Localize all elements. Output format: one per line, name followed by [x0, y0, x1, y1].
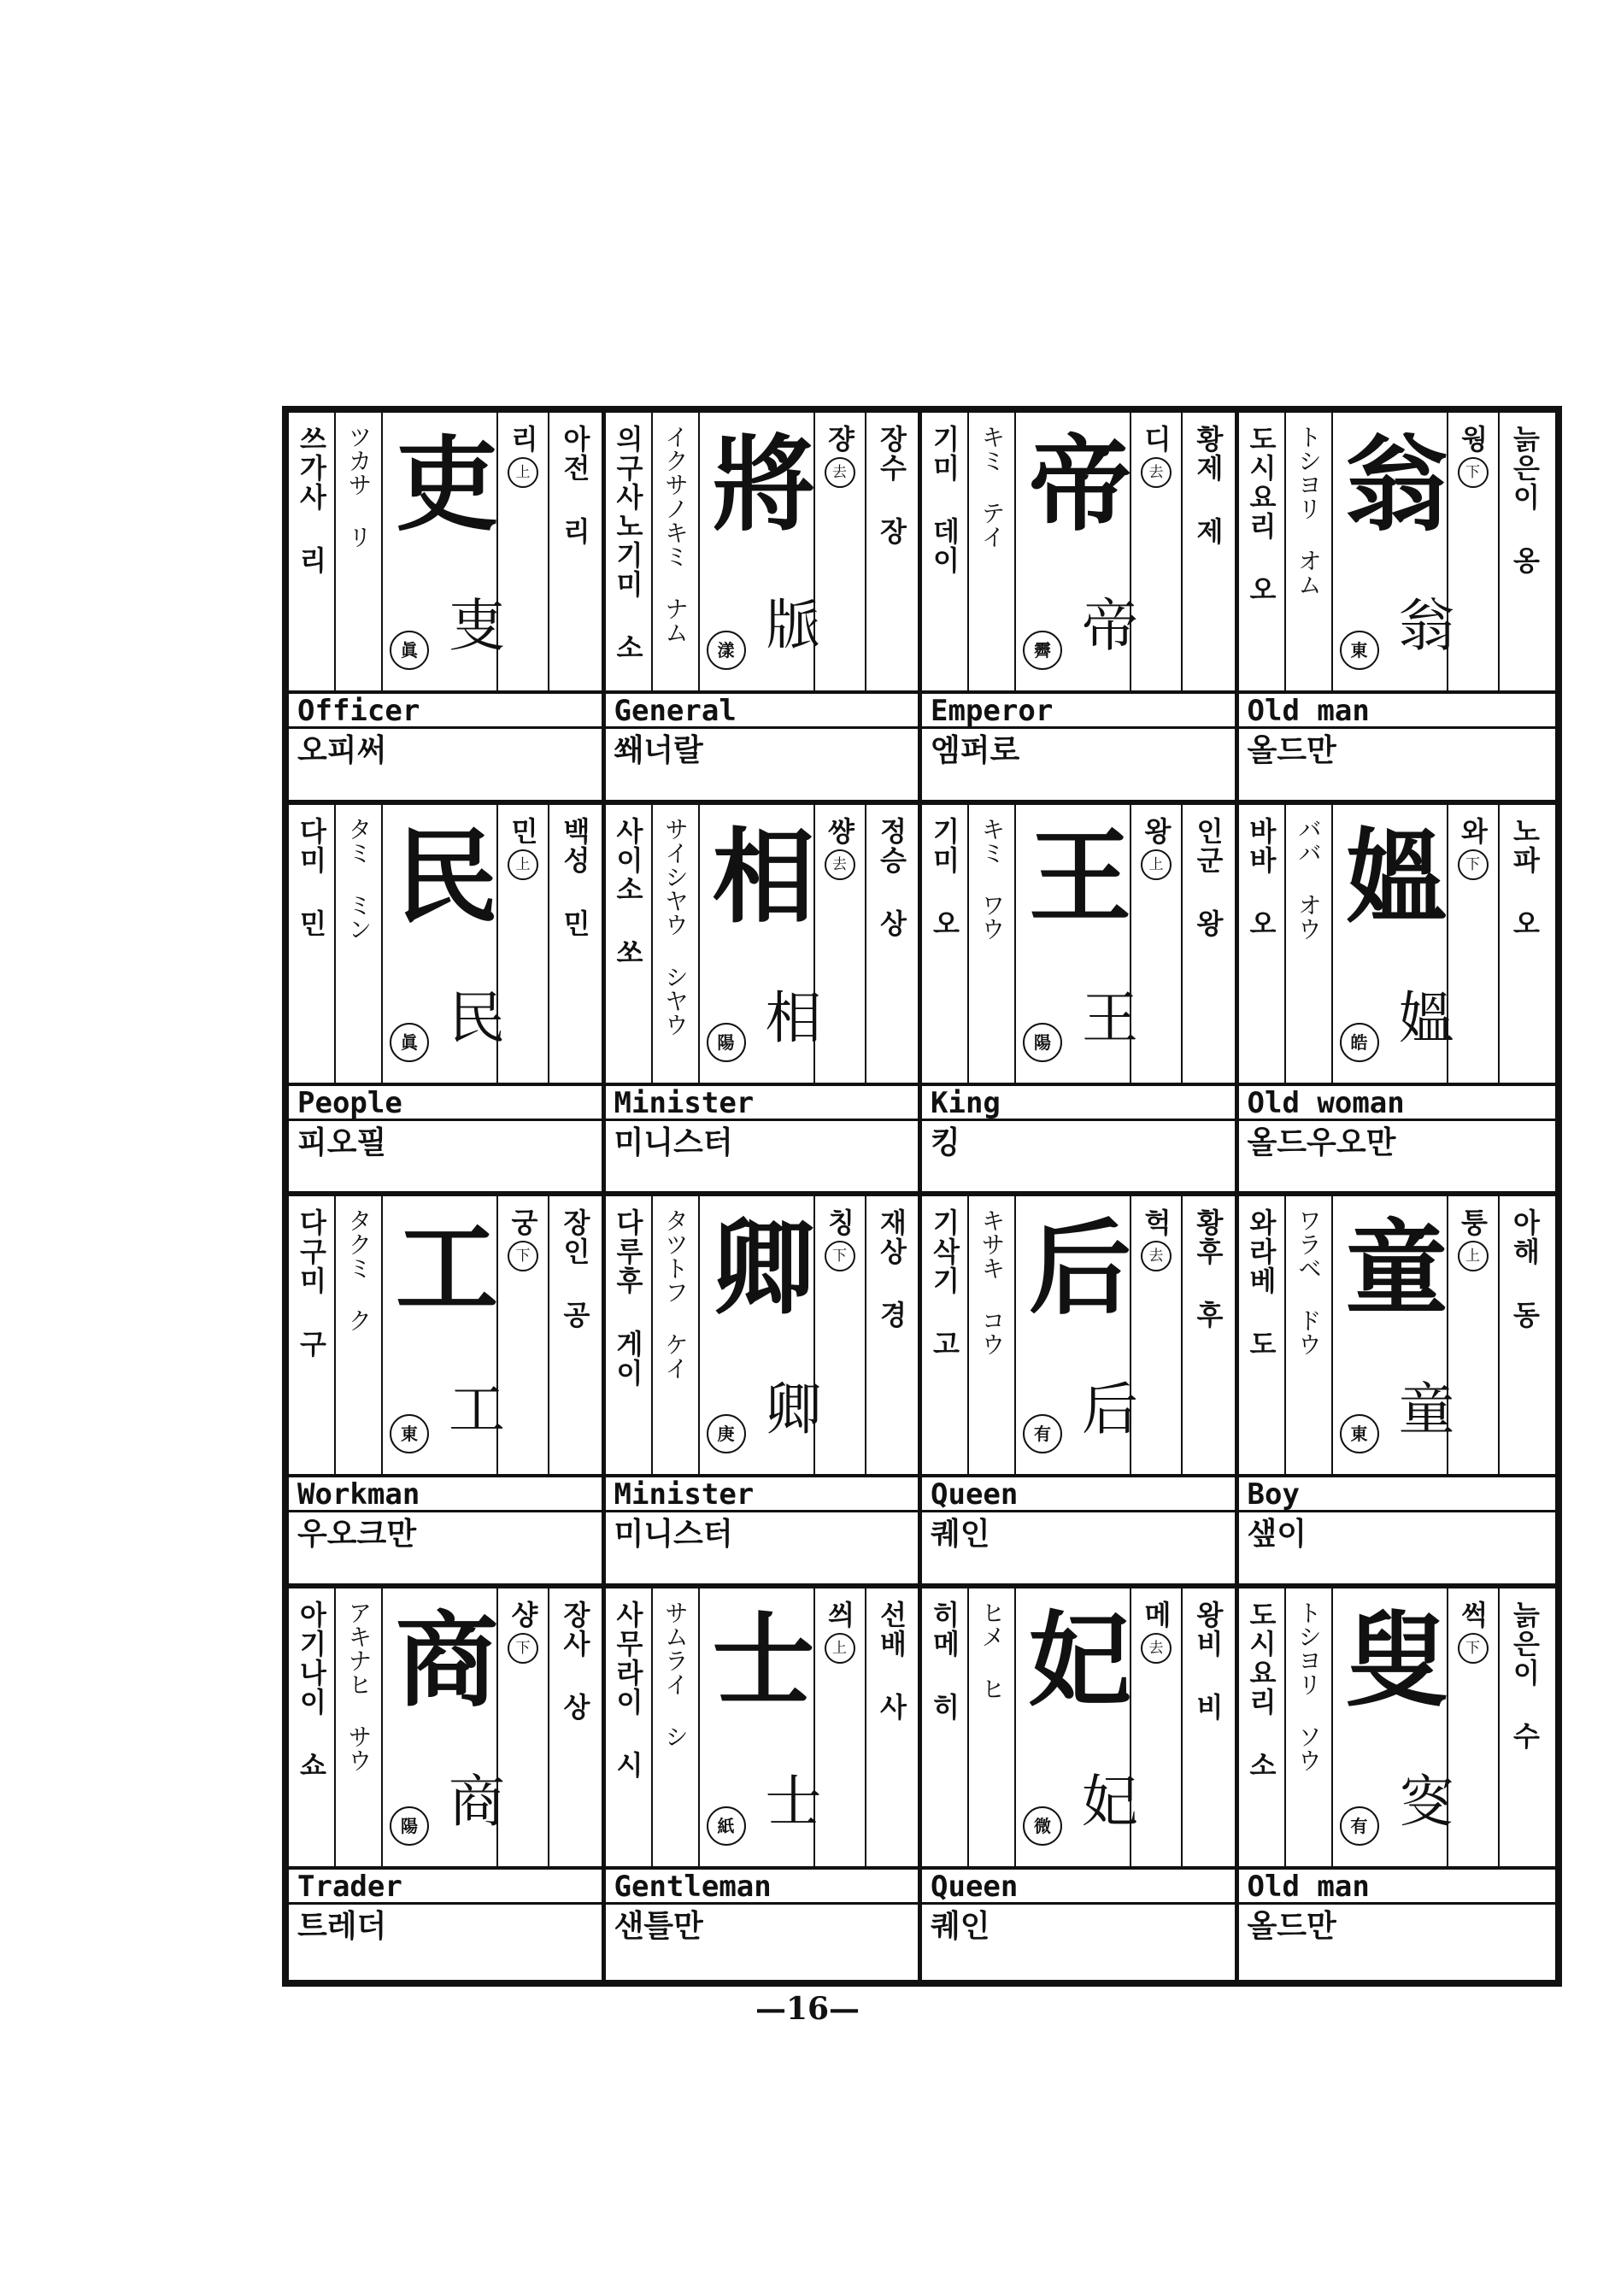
korean-meaning: 재상 경: [875, 1208, 908, 1330]
japanese-reading-kana-column: [1286, 413, 1333, 690]
english-word: Old woman: [1239, 1083, 1556, 1121]
cell-readings: [606, 413, 919, 690]
character-cell: [922, 1196, 1239, 1588]
japanese-reading-korean-column: [289, 413, 336, 690]
chinese-reading: 씌: [823, 1600, 856, 1630]
japanese-reading-hangul: 도시요리 오: [1245, 425, 1277, 604]
korean-meaning-column: [1183, 413, 1234, 690]
english-word: Workman: [289, 1474, 602, 1512]
japanese-reading-kana-column: [336, 1588, 383, 1866]
japanese-reading-kana: サイシヤウ シヤウ: [661, 816, 690, 1036]
hanja-character: 士: [712, 1600, 815, 1721]
chinese-reading: 메: [1140, 1600, 1172, 1630]
english-word: General: [606, 690, 919, 729]
korean-meaning-column: [866, 413, 918, 690]
japanese-reading-hangul: 사무라이 시: [612, 1600, 644, 1780]
korean-pronunciation: 올드우오만: [1247, 1125, 1396, 1160]
character-cell: [922, 1588, 1239, 1981]
korean-meaning: 늙은이 수: [1508, 1600, 1542, 1751]
chinese-reading: 궁: [507, 1208, 539, 1237]
korean-meaning-column: [1500, 1588, 1551, 1866]
japanese-reading-korean-column: [606, 805, 653, 1083]
cell-readings: [606, 805, 919, 1083]
character-cell: [606, 413, 923, 805]
japanese-reading-kana: ワラベ ドウ: [1295, 1208, 1323, 1356]
japanese-reading-hangul: 쓰가사 리: [295, 425, 328, 575]
hanja-character: 帝: [1029, 425, 1131, 545]
hanja-character: 民: [396, 816, 498, 937]
cell-readings: [1239, 413, 1556, 690]
japanese-reading-hangul: 의구사노기미 소: [612, 425, 644, 662]
japanese-reading-korean-column: [922, 413, 969, 690]
japanese-reading-korean-column: [922, 1588, 969, 1866]
japanese-reading-kana-column: [969, 1196, 1016, 1474]
chinese-reading: 쟝: [823, 425, 856, 454]
japanese-reading-korean-column: [606, 1196, 653, 1474]
english-word: Queen: [922, 1474, 1235, 1512]
rhyme-mark-icon: 眞: [390, 1023, 429, 1062]
seal-script-character: 工: [449, 1377, 505, 1442]
japanese-reading-korean-column: [1239, 1196, 1286, 1474]
korean-pronunciation: 퀘인: [931, 1517, 990, 1552]
japanese-reading-kana: ツカサ リ: [344, 425, 373, 549]
korean-meaning-column: [1500, 1196, 1551, 1474]
korean-meaning-column: [1500, 805, 1551, 1083]
japanese-reading-kana-column: [653, 805, 700, 1083]
seal-script-character: 帝: [1082, 593, 1138, 659]
english-word: Minister: [606, 1083, 919, 1121]
japanese-reading-kana: イクサノキミ ナム: [661, 425, 690, 644]
japanese-reading-kana: タミ ミン: [344, 816, 373, 941]
seal-script-character: 𤖼: [765, 593, 822, 659]
english-word: Boy: [1239, 1474, 1556, 1512]
chinese-reading: 와: [1456, 816, 1489, 846]
hanja-character: 卿: [712, 1208, 815, 1329]
korean-meaning: 아해 동: [1508, 1208, 1542, 1330]
japanese-reading-kana: ババ オウ: [1295, 816, 1323, 941]
japanese-reading-kana-column: [336, 413, 383, 690]
korean-pronunciation: 우오크만: [297, 1517, 417, 1552]
character-table: [282, 406, 1562, 1987]
seal-script-character: 叓: [449, 593, 505, 659]
japanese-reading-kana-column: [969, 1588, 1016, 1866]
seal-script-character: 翁: [1398, 593, 1455, 659]
hanja-character: 相: [712, 816, 815, 937]
cell-readings: [289, 1196, 602, 1474]
korean-meaning-column: [1500, 413, 1551, 690]
character-cell: [606, 805, 923, 1197]
chinese-reading: 썅: [823, 816, 856, 846]
seal-script-character: 商: [449, 1768, 505, 1835]
korean-meaning: 노파 오: [1508, 816, 1542, 938]
japanese-reading-korean-column: [922, 805, 969, 1083]
japanese-reading-kana-column: [336, 1196, 383, 1474]
japanese-reading-hangul: 아기나이 쇼: [295, 1600, 328, 1780]
cell-readings: [1239, 805, 1556, 1083]
japanese-reading-korean-column: [922, 1196, 969, 1474]
english-word: Old man: [1239, 1866, 1556, 1905]
korean-pronunciation: 피오필: [297, 1125, 387, 1160]
cell-readings: [289, 1588, 602, 1866]
chinese-reading: 민: [507, 816, 539, 846]
english-word: Gentleman: [606, 1866, 919, 1905]
rhyme-mark-icon: 紙: [707, 1806, 746, 1846]
rhyme-mark-icon: 有: [1340, 1806, 1379, 1846]
korean-pronunciation: 샢이: [1247, 1517, 1307, 1552]
korean-pronunciation: 올드만: [1247, 733, 1336, 768]
character-cell: [289, 805, 606, 1197]
korean-meaning-column: [1183, 805, 1234, 1083]
tone-mark-icon: 下: [1458, 1633, 1489, 1664]
japanese-reading-hangul: 와라베 도: [1245, 1208, 1277, 1359]
rhyme-mark-icon: 有: [1023, 1414, 1062, 1453]
korean-meaning: 황후 후: [1192, 1208, 1224, 1330]
cell-readings: [606, 1588, 919, 1866]
japanese-reading-kana-column: [336, 805, 383, 1083]
rhyme-mark-icon: 庚: [707, 1414, 746, 1453]
chinese-reading: 디: [1140, 425, 1172, 454]
japanese-reading-hangul: 사이소 쏘: [612, 816, 644, 967]
rhyme-mark-icon: 陽: [1023, 1023, 1062, 1062]
seal-script-character: 民: [449, 984, 505, 1051]
japanese-reading-korean-column: [1239, 805, 1286, 1083]
seal-script-character: 妃: [1082, 1768, 1138, 1835]
japanese-reading-kana: タクミ ク: [344, 1208, 373, 1332]
japanese-reading-kana-column: [653, 1588, 700, 1866]
korean-meaning: 늙은이 옹: [1508, 425, 1542, 575]
japanese-reading-korean-column: [606, 413, 653, 690]
character-cell: [1239, 1588, 1556, 1981]
chinese-reading: 웡: [1456, 425, 1489, 454]
cell-readings: [922, 413, 1235, 690]
japanese-reading-kana: キミ テイ: [978, 425, 1007, 549]
korean-pronunciation: 킹: [931, 1125, 960, 1160]
korean-meaning: 황제 제: [1192, 425, 1224, 546]
japanese-reading-kana-column: [653, 1196, 700, 1474]
rhyme-mark-icon: 陽: [390, 1806, 429, 1846]
english-word: Queen: [922, 1866, 1235, 1905]
korean-pronunciation: 미니스터: [614, 1125, 733, 1160]
japanese-reading-kana: タツトフ ケイ: [661, 1208, 690, 1380]
japanese-reading-hangul: 기삭기 고: [928, 1208, 961, 1359]
english-word: Emperor: [922, 690, 1235, 729]
korean-meaning-column: [549, 1588, 601, 1866]
japanese-reading-korean-column: [606, 1588, 653, 1866]
character-cell: [289, 1196, 606, 1588]
tone-mark-icon: 上: [1141, 849, 1172, 880]
hanja-character: 吏: [396, 425, 498, 545]
english-word: People: [289, 1083, 602, 1121]
japanese-reading-korean-column: [1239, 413, 1286, 690]
english-word: Officer: [289, 690, 602, 729]
character-cell: [1239, 1196, 1556, 1588]
cell-readings: [289, 413, 602, 690]
character-cell: [1239, 805, 1556, 1197]
korean-pronunciation: 미니스터: [614, 1517, 733, 1552]
chinese-reading: 왕: [1140, 816, 1172, 846]
japanese-reading-kana-column: [1286, 1588, 1333, 1866]
chinese-reading: 헉: [1140, 1208, 1172, 1237]
character-cell: [922, 413, 1239, 805]
english-word: King: [922, 1083, 1235, 1121]
seal-script-character: 后: [1082, 1377, 1138, 1442]
japanese-reading-kana: キミ ワウ: [978, 816, 1007, 941]
korean-pronunciation: 샌틀만: [614, 1908, 703, 1944]
japanese-reading-hangul: 도시요리 소: [1245, 1600, 1277, 1780]
rhyme-mark-icon: 東: [1340, 1414, 1379, 1453]
seal-script-character: 王: [1082, 984, 1138, 1051]
cell-readings: [1239, 1588, 1556, 1866]
tone-mark-icon: 下: [1458, 457, 1489, 488]
character-cell: [289, 1588, 606, 1981]
korean-meaning: 정승 상: [875, 816, 908, 938]
japanese-reading-hangul: 다미 민: [295, 816, 328, 938]
korean-meaning-column: [549, 413, 601, 690]
chinese-reading: 칭: [823, 1208, 856, 1237]
tone-mark-icon: 去: [1141, 1241, 1172, 1271]
page-number: —16—: [755, 1991, 860, 2027]
korean-pronunciation: 퀘인: [931, 1908, 990, 1944]
japanese-reading-hangul: 기미 오: [928, 816, 961, 938]
tone-mark-icon: 下: [1458, 849, 1489, 880]
korean-meaning-column: [549, 1196, 601, 1474]
cell-readings: [606, 1196, 919, 1474]
japanese-reading-kana: ヒメ ヒ: [978, 1600, 1007, 1700]
cell-readings: [289, 805, 602, 1083]
korean-meaning-column: [1183, 1196, 1234, 1474]
seal-script-character: 卿: [765, 1377, 822, 1442]
hanja-character: 后: [1029, 1208, 1131, 1329]
english-word: Minister: [606, 1474, 919, 1512]
korean-pronunciation: 쐐너랄: [614, 733, 703, 768]
tone-mark-icon: 去: [825, 849, 855, 880]
character-cell: [1239, 413, 1556, 805]
tone-mark-icon: 去: [1141, 457, 1172, 488]
chinese-reading: 퉁: [1456, 1208, 1489, 1237]
japanese-reading-korean-column: [289, 1196, 336, 1474]
japanese-reading-kana: トシヨリ オム: [1295, 425, 1323, 596]
seal-script-character: 相: [765, 984, 822, 1051]
tone-mark-icon: 上: [508, 457, 538, 488]
rhyme-mark-icon: 霽: [1023, 631, 1062, 670]
korean-pronunciation: 오피써: [297, 733, 387, 768]
japanese-reading-kana-column: [653, 413, 700, 690]
korean-meaning: 선배 사: [875, 1600, 908, 1722]
hanja-character: 商: [396, 1600, 498, 1721]
english-word: Trader: [289, 1866, 602, 1905]
hanja-character: 翁: [1345, 425, 1448, 545]
tone-mark-icon: 下: [508, 1633, 538, 1664]
japanese-reading-hangul: 다루후 게이: [612, 1208, 644, 1388]
japanese-reading-korean-column: [1239, 1588, 1286, 1866]
cell-readings: [1239, 1196, 1556, 1474]
japanese-reading-korean-column: [289, 805, 336, 1083]
korean-meaning-column: [866, 805, 918, 1083]
character-cell: [606, 1196, 923, 1588]
seal-script-character: 童: [1398, 1377, 1455, 1442]
japanese-reading-hangul: 다구미 구: [295, 1208, 328, 1359]
tone-mark-icon: 去: [825, 457, 855, 488]
japanese-reading-kana-column: [1286, 805, 1333, 1083]
japanese-reading-kana: アキナヒ サウ: [344, 1600, 373, 1772]
hanja-character: 叟: [1345, 1600, 1448, 1721]
tone-mark-icon: 上: [1458, 1241, 1489, 1271]
korean-meaning: 백성 민: [559, 816, 591, 938]
japanese-reading-korean-column: [289, 1588, 336, 1866]
japanese-reading-kana: サムライ シ: [661, 1600, 690, 1748]
korean-meaning: 장인 공: [559, 1208, 591, 1330]
character-cell: [606, 1588, 923, 1981]
korean-pronunciation: 올드만: [1247, 1908, 1336, 1944]
hanja-character: 工: [396, 1208, 498, 1329]
hanja-character: 王: [1029, 816, 1131, 937]
tone-mark-icon: 下: [825, 1241, 855, 1271]
japanese-reading-kana-column: [969, 413, 1016, 690]
chinese-reading: 리: [507, 425, 539, 454]
japanese-reading-hangul: 바바 오: [1245, 816, 1277, 938]
korean-meaning: 장수 장: [875, 425, 908, 546]
cell-readings: [922, 1196, 1235, 1474]
korean-meaning: 장사 상: [559, 1600, 591, 1722]
japanese-reading-kana-column: [969, 805, 1016, 1083]
cell-readings: [922, 1588, 1235, 1866]
japanese-reading-hangul: 기미 데이: [928, 425, 961, 575]
tone-mark-icon: 下: [508, 1241, 538, 1271]
tone-mark-icon: 上: [825, 1633, 855, 1664]
rhyme-mark-icon: 漾: [707, 631, 746, 670]
korean-meaning-column: [1183, 1588, 1234, 1866]
korean-meaning: 아전 리: [559, 425, 591, 546]
seal-script-character: 士: [765, 1768, 822, 1835]
korean-meaning: 왕비 비: [1192, 1600, 1224, 1722]
rhyme-mark-icon: 眞: [390, 631, 429, 670]
hanja-character: 童: [1345, 1208, 1448, 1329]
tone-mark-icon: 去: [1141, 1633, 1172, 1664]
korean-meaning-column: [866, 1588, 918, 1866]
korean-meaning-column: [866, 1196, 918, 1474]
japanese-reading-hangul: 히메 히: [928, 1600, 961, 1722]
japanese-reading-kana: トシヨリ ソウ: [1295, 1600, 1323, 1772]
rhyme-mark-icon: 陽: [707, 1023, 746, 1062]
japanese-reading-kana-column: [1286, 1196, 1333, 1474]
korean-pronunciation: 엠퍼로: [931, 733, 1020, 768]
english-word: Old man: [1239, 690, 1556, 729]
character-cell: [289, 413, 606, 805]
japanese-reading-kana: キサキ コウ: [978, 1208, 1007, 1356]
hanja-character: 媼: [1345, 816, 1448, 937]
character-cell: [922, 805, 1239, 1197]
hanja-character: 將: [712, 425, 815, 545]
rhyme-mark-icon: 微: [1023, 1806, 1062, 1846]
hanja-character: 妃: [1029, 1600, 1131, 1721]
korean-meaning-column: [549, 805, 601, 1083]
chinese-reading: 썩: [1456, 1600, 1489, 1630]
seal-script-character: 媼: [1398, 984, 1455, 1051]
tone-mark-icon: 上: [508, 849, 538, 880]
cell-readings: [922, 805, 1235, 1083]
korean-meaning: 인군 왕: [1192, 816, 1224, 938]
rhyme-mark-icon: 東: [1340, 631, 1379, 670]
chinese-reading: 샹: [507, 1600, 539, 1630]
rhyme-mark-icon: 東: [390, 1414, 429, 1453]
seal-script-character: 叜: [1398, 1768, 1455, 1835]
korean-pronunciation: 트레더: [297, 1908, 387, 1944]
rhyme-mark-icon: 皓: [1340, 1023, 1379, 1062]
